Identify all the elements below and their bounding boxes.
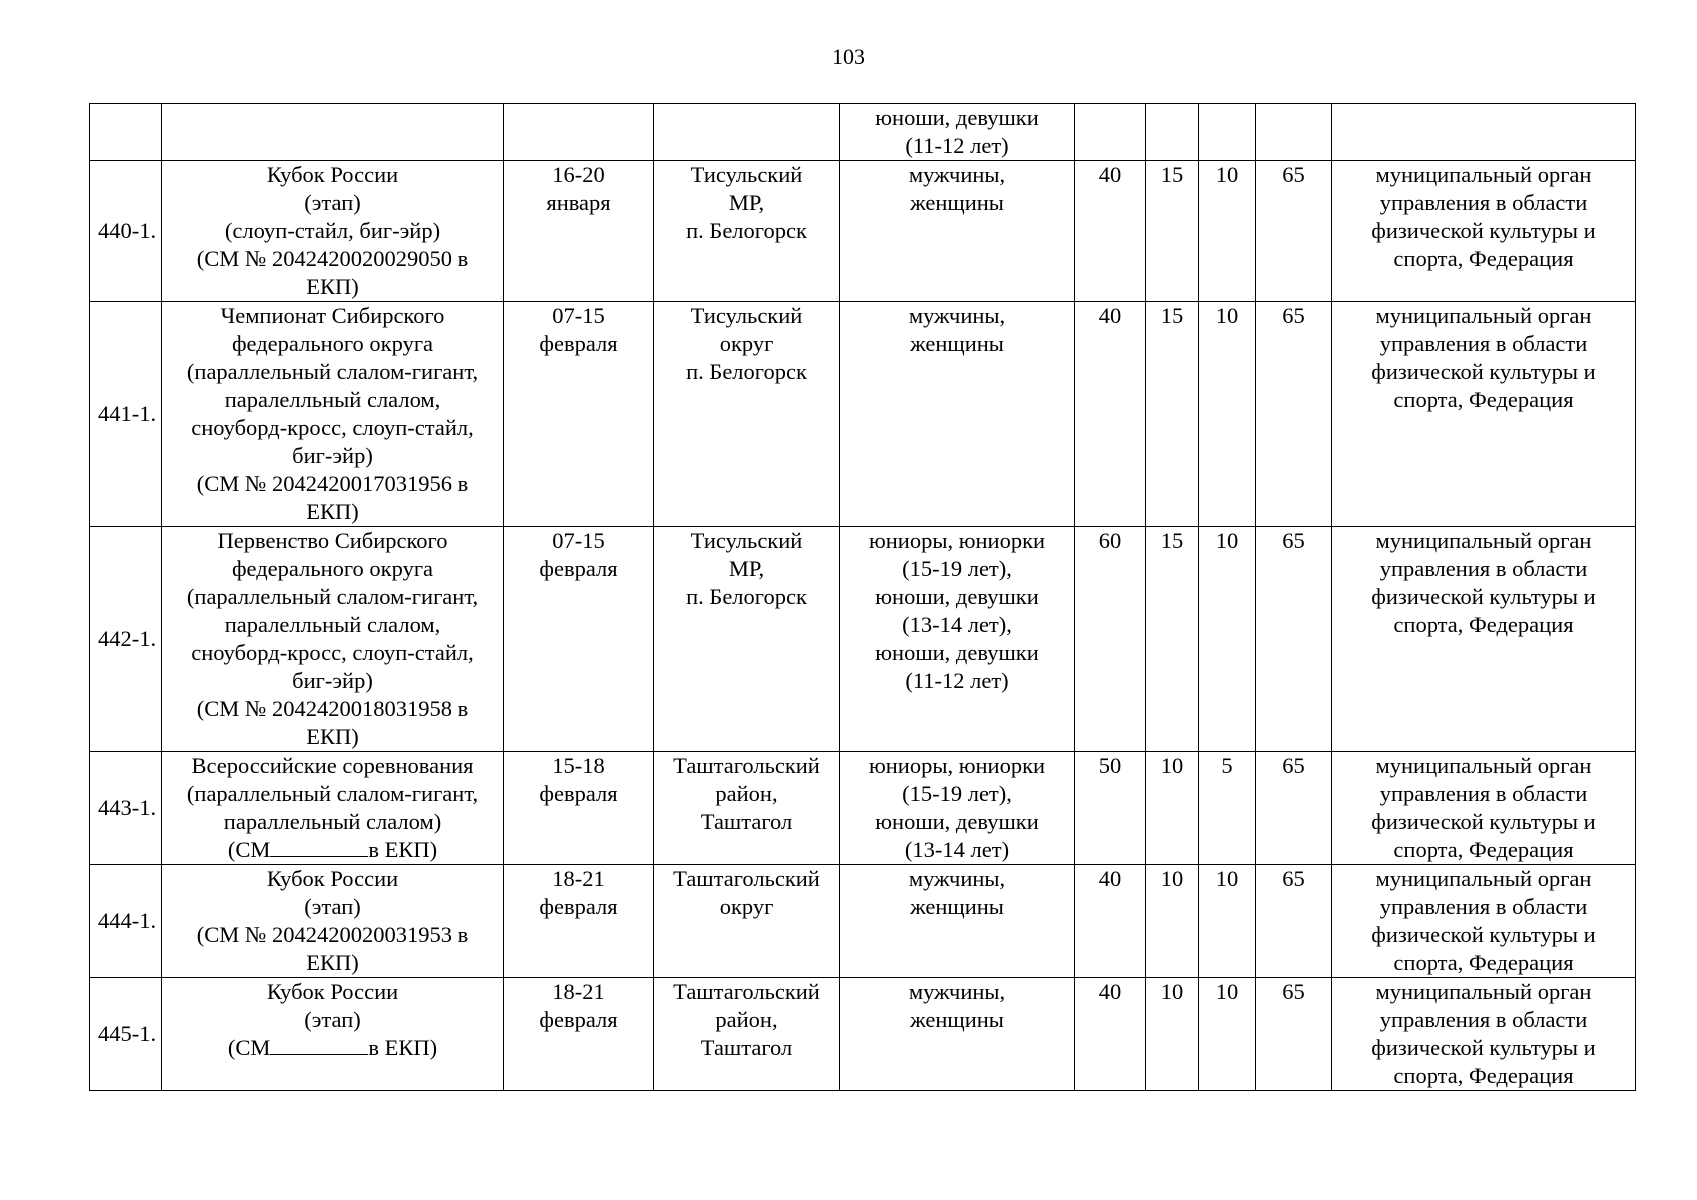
table-row bbox=[90, 865, 1636, 978]
count-total: 65 bbox=[1256, 978, 1332, 1091]
participants: юниоры, юниорки (15-19 лет), юноши, девушки (13-14 лет) bbox=[840, 752, 1075, 865]
event-name-line: параллельный слалом) bbox=[223, 809, 442, 834]
event-dates: 15-18 февраля bbox=[504, 752, 654, 865]
event-name bbox=[162, 752, 504, 865]
count-3: 5 bbox=[1199, 752, 1256, 865]
table-row bbox=[90, 978, 1636, 1091]
event-dates: 07-15 февраля bbox=[504, 527, 654, 752]
count-2: 15 bbox=[1146, 161, 1199, 302]
count-2: 15 bbox=[1146, 527, 1199, 752]
event-name bbox=[162, 978, 504, 1091]
event-dates bbox=[504, 104, 654, 161]
event-place: Тисульский МР, п. Белогорск bbox=[654, 161, 840, 302]
organizer: муниципальный орган управления в области физической культуры и спорта, Федерация bbox=[1332, 302, 1636, 527]
participants: мужчины, женщины bbox=[840, 302, 1075, 527]
count-3: 10 bbox=[1199, 978, 1256, 1091]
event-dates: 16-20 января bbox=[504, 161, 654, 302]
row-number: 441-1. bbox=[90, 302, 162, 527]
participants: юноши, девушки (11-12 лет) bbox=[840, 104, 1075, 161]
row-number: 443-1. bbox=[90, 752, 162, 865]
count-total: 65 bbox=[1256, 527, 1332, 752]
table-row bbox=[90, 752, 1636, 865]
count-3: 10 bbox=[1199, 302, 1256, 527]
count-total: 65 bbox=[1256, 302, 1332, 527]
count-3: 10 bbox=[1199, 865, 1256, 978]
event-name-line: (параллельный слалом-гигант, bbox=[186, 781, 479, 806]
participants: мужчины, женщины bbox=[840, 161, 1075, 302]
event-name: Кубок России (этап) (СМ № 2042420020031953 в ЕКП) bbox=[162, 865, 504, 978]
page-number: 103 bbox=[832, 44, 865, 69]
event-name bbox=[162, 104, 504, 161]
event-name-line: Кубок России bbox=[266, 979, 399, 1004]
calendar-ref-suffix: в ЕКП) bbox=[368, 837, 438, 862]
event-name: Чемпионат Сибирского федерального округа (параллельный слалом-гигант, паралелльный слалом, сноуборд-кросс, слоуп-стайл, биг-эйр) (СМ № 2042420017031956 в ЕКП) bbox=[162, 302, 504, 527]
count-3: 10 bbox=[1199, 161, 1256, 302]
count-total: 65 bbox=[1256, 865, 1332, 978]
calendar-ref-label: (СМ bbox=[227, 837, 271, 862]
row-number bbox=[90, 104, 162, 161]
participants: юниоры, юниорки (15-19 лет), юноши, девушки (13-14 лет), юноши, девушки (11-12 лет) bbox=[840, 527, 1075, 752]
table-row bbox=[90, 527, 1636, 752]
count-2: 15 bbox=[1146, 302, 1199, 527]
table-row bbox=[90, 302, 1636, 527]
count-1: 60 bbox=[1075, 527, 1146, 752]
count-total: 65 bbox=[1256, 752, 1332, 865]
event-name: Первенство Сибирского федерального округа (параллельный слалом-гигант, паралелльный слалом, сноуборд-кросс, слоуп-стайл, биг-эйр) (СМ № 2042420018031958 в ЕКП) bbox=[162, 527, 504, 752]
count-2: 10 bbox=[1146, 865, 1199, 978]
calendar-ref-suffix: в ЕКП) bbox=[368, 1035, 438, 1060]
event-place: Тисульский МР, п. Белогорск bbox=[654, 527, 840, 752]
calendar-ref-label: (СМ bbox=[227, 1035, 271, 1060]
table-row bbox=[90, 161, 1636, 302]
event-dates: 07-15 февраля bbox=[504, 302, 654, 527]
organizer: муниципальный орган управления в области физической культуры и спорта, Федерация bbox=[1332, 161, 1636, 302]
table-row bbox=[90, 104, 1636, 161]
event-dates: 18-21 февраля bbox=[504, 978, 654, 1091]
count-1: 40 bbox=[1075, 865, 1146, 978]
event-name-line: Всероссийские соревнования bbox=[191, 753, 474, 778]
event-place: Таштагольский район, Таштагол bbox=[654, 752, 840, 865]
organizer: муниципальный орган управления в области физической культуры и спорта, Федерация bbox=[1332, 865, 1636, 978]
event-place: Таштагольский округ bbox=[654, 865, 840, 978]
count-total: 65 bbox=[1256, 161, 1332, 302]
event-dates: 18-21 февраля bbox=[504, 865, 654, 978]
count-1: 50 bbox=[1075, 752, 1146, 865]
row-number: 442-1. bbox=[90, 527, 162, 752]
blank-line bbox=[270, 836, 368, 857]
count-1 bbox=[1075, 104, 1146, 161]
participants: мужчины, женщины bbox=[840, 978, 1075, 1091]
organizer: муниципальный орган управления в области физической культуры и спорта, Федерация bbox=[1332, 527, 1636, 752]
event-name-line: (этап) bbox=[304, 1007, 361, 1032]
competition-schedule-table bbox=[89, 103, 1636, 1091]
participants: мужчины, женщины bbox=[840, 865, 1075, 978]
blank-line bbox=[270, 1034, 368, 1055]
event-place bbox=[654, 104, 840, 161]
organizer: муниципальный орган управления в области физической культуры и спорта, Федерация bbox=[1332, 752, 1636, 865]
organizer: муниципальный орган управления в области физической культуры и спорта, Федерация bbox=[1332, 978, 1636, 1091]
event-place: Таштагольский район, Таштагол bbox=[654, 978, 840, 1091]
count-3 bbox=[1199, 104, 1256, 161]
count-3: 10 bbox=[1199, 527, 1256, 752]
count-1: 40 bbox=[1075, 302, 1146, 527]
event-name: Кубок России (этап) (слоуп-стайл, биг-эйр) (СМ № 2042420020029050 в ЕКП) bbox=[162, 161, 504, 302]
organizer bbox=[1332, 104, 1636, 161]
row-number: 445-1. bbox=[90, 978, 162, 1091]
row-number: 440-1. bbox=[90, 161, 162, 302]
count-2: 10 bbox=[1146, 978, 1199, 1091]
count-1: 40 bbox=[1075, 978, 1146, 1091]
row-number: 444-1. bbox=[90, 865, 162, 978]
count-2 bbox=[1146, 104, 1199, 161]
count-total bbox=[1256, 104, 1332, 161]
event-place: Тисульский округ п. Белогорск bbox=[654, 302, 840, 527]
count-1: 40 bbox=[1075, 161, 1146, 302]
count-2: 10 bbox=[1146, 752, 1199, 865]
